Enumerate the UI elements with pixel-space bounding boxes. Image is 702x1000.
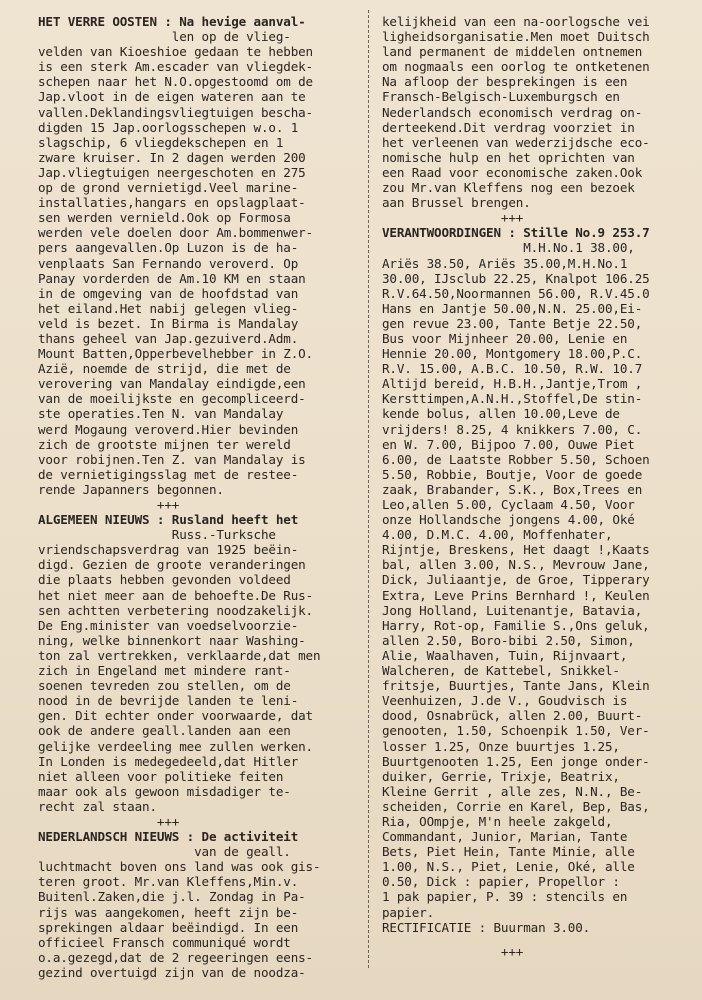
text-line: soenen tevreden zou stellen, om de <box>38 678 291 694</box>
text-line: kende bolus, allen 10.00,Leve de <box>382 406 620 422</box>
text-line: van de moeilijkste en gecompliceerd- <box>38 391 306 407</box>
text-line: 1.00, N.S., Piet, Lenie, Oké, alle <box>382 859 635 875</box>
text-line: gelijke verdeeling mee zullen werken. <box>38 738 313 754</box>
text-line: Buurtgenooten 1.25, Een jonge onder- <box>382 753 650 769</box>
text-line: werd Mogaung veroverd.Hier bevinden <box>38 421 299 437</box>
text-line: venplaats San Fernando veroverd. Op <box>38 255 299 271</box>
text-line: Leo,allen 5.00, Cyclaam 4.50, Voor <box>382 497 635 512</box>
text-line: Hans en Jantje 50.00,N.N. 25.00,Ei- <box>382 300 643 316</box>
text-line: fritsje, Buurtjes, Tante Jans, Klein <box>382 678 650 694</box>
text-line: Jap.vloot in de eigen wateren aan te <box>38 89 306 105</box>
text-line: gen revue 23.00, Tante Betje 22.50, <box>382 315 643 331</box>
text-line: Mount Batten,Opperbevelhebber in Z.O. <box>38 346 313 362</box>
text-line: Walcheren, de Kattebel, Snikkel- <box>382 663 620 679</box>
text-line: Veenhuizen, J.de V., Goudvisch is <box>382 693 628 709</box>
section-heading: HET VERRE OOSTEN : Na hevige aanval- <box>38 14 306 29</box>
text-line: Kersttimpen,A.N.H.,Stoffel,De stin- <box>382 391 643 407</box>
text-line: het niet meer aan de behoefte.De Rus- <box>38 587 313 603</box>
text-line: 30.00, IJsclub 22.25, Knalpot 106.25 <box>382 270 650 286</box>
text-line: Na afloop der besprekingen is een <box>382 74 628 90</box>
text-line: installaties,hangars en opslagplaat- <box>38 195 306 211</box>
text-line: het eiland.Het nabij gelegen vlieg- <box>38 300 299 316</box>
text-line: onze Hollandsche jongens 4.00, Oké <box>382 512 635 528</box>
text-line: 5.50, Robbie, Boutje, Voor de goede <box>382 466 643 482</box>
text-line: ligheidsorganisatie.Men moet Duitsch <box>382 29 650 45</box>
section-heading: NEDERLANDSCH NIEUWS : De activiteit <box>38 829 299 845</box>
text-line: thans geheel van Jap.gezuiverd.Adm. <box>38 330 299 346</box>
text-line: officieel Fransch communiqué wordt <box>38 934 291 950</box>
text-line: losser 1.25, Onze buurtjes 1.25, <box>382 738 620 754</box>
text-line: verovering van Mandalay eindigde,een <box>38 376 306 392</box>
text-line: maar ook als gewoon misdadiger te- <box>38 783 291 799</box>
text-line: digden 15 Jap.oorlogsschepen w.o. 1 <box>38 119 299 135</box>
text-line: kelijkheid van een na-oorlogsche vei <box>382 14 650 29</box>
text-line: sen achtten verbetering noodzakelijk. <box>38 602 313 618</box>
text-line: 1 pak papier, P. 39 : stencils en <box>382 889 628 905</box>
text-line: Buitenl.Zaken,die j.l. Zondag in Pa- <box>38 889 306 905</box>
text-line: veld is bezet. In Birma is Mandalay <box>38 315 299 331</box>
text-line: zou Mr.van Kleffens nog een bezoek <box>382 180 635 196</box>
text-line: slagschip, 6 vliegdekschepen en 1 <box>38 134 284 150</box>
text-line: het verleenen van wederzijdsche eco- <box>382 134 650 150</box>
text-line: sen werden vernield.Ook op Formosa <box>38 210 291 226</box>
section-heading: ALGEMEEN NIEUWS : Rusland heeft het <box>38 512 299 528</box>
text-line: Harry, Rot-op, Familie S.,Ons geluk, <box>382 617 650 633</box>
text-line: zich de grootste mijnen ter wereld <box>38 436 291 452</box>
text-line: Jong Holland, Luitenantje, Batavia, <box>382 602 643 618</box>
text-line: nomische hulp en het oprichten van <box>382 149 635 165</box>
text-line: voor robijnen.Ten Z. van Mandalay is <box>38 451 306 467</box>
text-line: Extra, Leve Prins Bernhard !, Keulen <box>382 587 650 603</box>
text-line: dood, Osnabrück, allen 2.00, Buurt- <box>382 708 643 724</box>
text-line: scheiden, Corrie en Karel, Bep, Bas, <box>382 798 650 814</box>
text-line: Ria, OOmpje, M'n heele zakgeld, <box>382 813 613 829</box>
text-line: pers aangevallen.Op Luzon is de ha- <box>38 240 299 256</box>
text-line: Panay vorderden de Am.10 KM en staan <box>38 270 306 286</box>
text-line: R.V.64.50,Noormannen 56.00, R.V.45.0 <box>382 285 650 301</box>
text-line: genooten, 1.50, Schoenpik 1.50, Ver- <box>382 723 650 739</box>
text-line: aan Brussel brengen. <box>382 195 531 211</box>
text-line: recht zal staan. <box>38 798 157 814</box>
text-line: de vernietigingsslag met de restee- <box>38 466 299 482</box>
text-line: Fransch-Belgisch-Luxemburgsch en <box>382 89 620 105</box>
spacer <box>382 935 700 944</box>
text-line: werden vele doelen door Am.bommenwer- <box>38 225 313 241</box>
text-line: vallen.Deklandingsvliegtuigen bescha- <box>38 104 313 120</box>
text-line: o.a.gezegd,dat de 2 regeeringen eens- <box>38 949 313 965</box>
text-line: niet alleen voor politieke feiten <box>38 768 284 784</box>
text-line: rende Japanners begonnen. <box>38 481 224 497</box>
text-line: Alie, Waalhaven, Tuin, Rijnvaart, <box>382 647 628 663</box>
text-line: en W. 7.00, Bijpoo 7.00, Ouwe Piet <box>382 436 635 452</box>
text-line: die plaats hebben gevonden voldeed <box>38 572 291 588</box>
text-line: derteekend.Dit verdrag voorziet in <box>382 119 635 135</box>
text-line: sprekingen aldaar beëindigd. In een <box>38 919 299 935</box>
text-line: velden van Kioeshioe gedaan te hebben <box>38 44 313 60</box>
text-line: luchtmacht boven ons land was ook gis- <box>38 859 321 875</box>
text-line: gezind overtuigd zijn van de noodza- <box>38 964 306 980</box>
text-line: ste operaties.Ten N. van Mandalay <box>38 406 284 422</box>
text-line: Russ.-Turksche <box>38 527 276 543</box>
text-line: De Eng.minister van voedselvoorzie- <box>38 617 299 633</box>
text-line: ton zal vertrekken, verklaarde,dat men <box>38 647 321 663</box>
section-separator: +++ <box>38 497 180 512</box>
text-line: is een sterk Am.escader van vliegdek- <box>38 59 313 75</box>
text-line: bal, allen 3.00, N.S., Mevrouw Jane, <box>382 557 650 573</box>
section-separator: +++ <box>382 943 524 959</box>
text-line: van de geall. <box>38 844 291 860</box>
text-line: land permanent de middelen ontnemen <box>382 44 643 60</box>
text-line: 0.50, Dick : papier, Propellor : <box>382 874 620 890</box>
text-line: Dick, Juliaantje, de Groe, Tipperary <box>382 572 650 588</box>
text-line: rijs was aangekomen, heeft zijn be- <box>38 904 299 920</box>
text-line: Azië, noemde de strijd, die met de <box>38 361 291 377</box>
text-line: Kleine Gerrit , alle zes, N.N., Be- <box>382 783 643 799</box>
text-line: Bus voor Mijnheer 20.00, Lenie en <box>382 330 628 346</box>
text-line: 4.00, D.M.C. 4.00, Moffenhater, <box>382 527 613 543</box>
text-line: papier. <box>382 904 435 920</box>
text-line: len op de vlieg- <box>38 29 291 45</box>
text-line: in de omgeving van de hoofdstad van <box>38 285 299 301</box>
column-divider <box>368 10 369 968</box>
text-line: zware kruiser. In 2 dagen werden 200 <box>38 149 306 165</box>
text-line: vriendschapsverdrag van 1925 beëin- <box>38 542 299 558</box>
text-line: digd. Gezien de groote veranderingen <box>38 557 306 573</box>
text-line: een Raad voor economische zaken.Ook <box>382 164 643 180</box>
text-line: vrijders! 8.25, 4 knikkers 7.00, C. <box>382 421 643 437</box>
text-line: allen 2.50, Boro-bibi 2.50, Simon, <box>382 632 635 648</box>
text-line: Bets, Piet Hein, Tante Minie, alle <box>382 844 635 860</box>
text-line: Nederlandsch economisch verdrag on- <box>382 104 643 120</box>
section-separator: +++ <box>38 813 180 829</box>
text-line: teren groot. Mr.van Kleffens,Min.v. <box>38 874 299 890</box>
text-line: 6.00, de Laatste Robber 5.50, Schoen <box>382 451 650 467</box>
text-line: schepen naar het N.O.opgestoomd om de <box>38 74 313 90</box>
text-line: duiker, Gerrie, Trixje, Beatrix, <box>382 768 620 784</box>
text-line: om nogmaals een oorlog te ontketenen <box>382 59 650 75</box>
right-column <box>382 14 700 959</box>
text-line: Hennie 20.00, Montgomery 18.00,P.C. <box>382 346 643 362</box>
text-line: zaak, Brabander, S.K., Box,Trees en <box>382 481 643 497</box>
text-line: M.H.No.1 38.00, <box>382 240 635 256</box>
text-line: Ariës 38.50, Ariës 35.00,M.H.No.1 <box>382 255 628 271</box>
section-separator: +++ <box>382 210 524 226</box>
left-column <box>38 14 368 980</box>
text-line: Jap.vliegtuigen neergeschoten en 275 <box>38 164 306 180</box>
text-line: nood in de bevrijde landen te leni- <box>38 693 299 709</box>
text-line: ning, welke binnenkort naar Washing- <box>38 632 306 648</box>
text-line: Commandant, Junior, Marian, Tante <box>382 829 628 845</box>
text-line: R.V. 15.00, A.B.C. 10.50, R.W. 10.7 <box>382 361 643 377</box>
text-line: zich in Engeland met mindere rant- <box>38 663 291 679</box>
text-line: Altijd bereid, H.B.H.,Jantje,Trom , <box>382 376 643 392</box>
text-line: op de grond vernietigd.Veel marine- <box>38 180 299 196</box>
text-line: Rijntje, Breskens, Het daagt !,Kaats <box>382 542 650 558</box>
section-heading: VERANTWOORDINGEN : Stille No.9 253.7 <box>382 225 650 241</box>
text-line: In Londen is medegedeeld,dat Hitler <box>38 753 299 769</box>
text-line: gen. Dit echter onder voorwaarde, dat <box>38 708 313 724</box>
text-line: ook de andere geall.landen aan een <box>38 723 291 739</box>
text-line: RECTIFICATIE : Buurman 3.00. <box>382 919 591 935</box>
